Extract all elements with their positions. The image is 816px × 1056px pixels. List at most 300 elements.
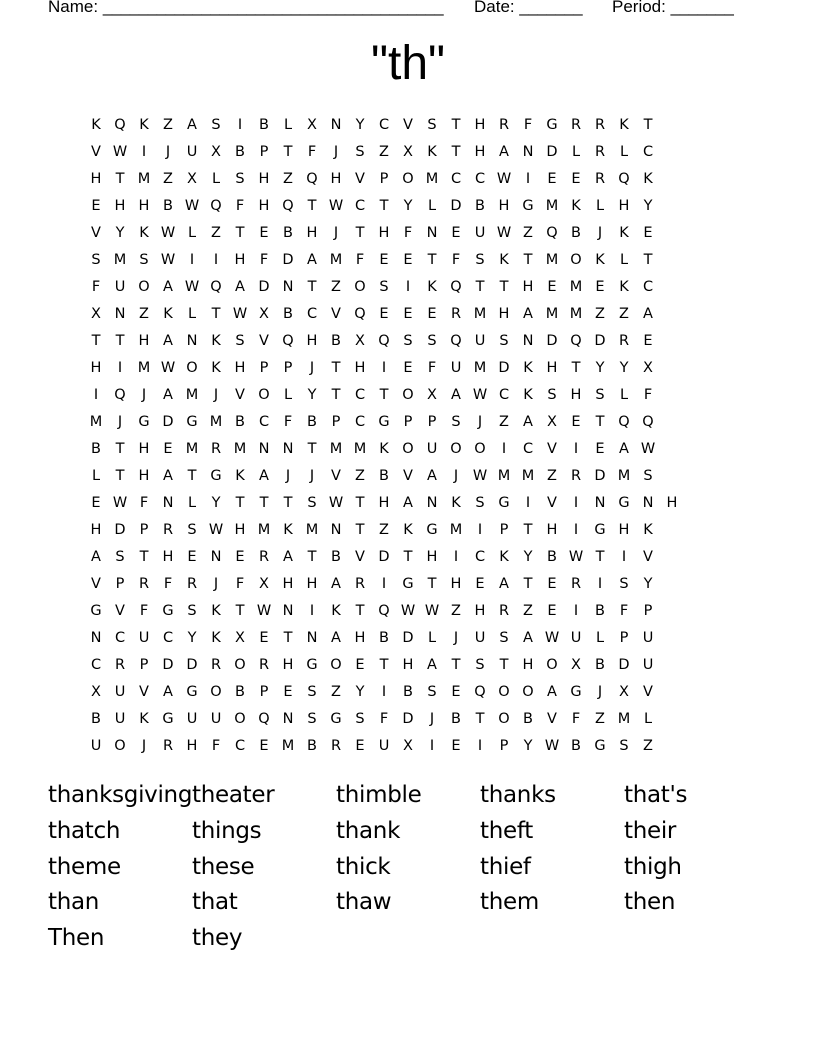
grid-cell[interactable]: M	[137, 360, 151, 376]
grid-cell[interactable]: K	[499, 549, 509, 565]
grid-cell[interactable]: S	[187, 603, 197, 619]
grid-cell[interactable]: T	[379, 387, 389, 403]
grid-cell[interactable]: Y	[355, 117, 365, 133]
grid-cell[interactable]: T	[355, 225, 365, 241]
grid-cell[interactable]: V	[355, 171, 365, 187]
grid-cell[interactable]: M	[137, 171, 151, 187]
grid-cell[interactable]: S	[235, 333, 245, 349]
grid-cell[interactable]: T	[331, 360, 341, 376]
grid-cell[interactable]: C	[306, 306, 318, 322]
grid-cell[interactable]: J	[453, 630, 459, 646]
grid-cell[interactable]: D	[594, 333, 606, 349]
grid-cell[interactable]: T	[499, 279, 509, 295]
grid-cell[interactable]: R	[162, 738, 174, 754]
grid-cell[interactable]: F	[571, 711, 581, 727]
grid-cell[interactable]: Q	[474, 684, 486, 700]
grid-cell[interactable]: F	[283, 414, 293, 430]
grid-cell[interactable]: M	[497, 468, 511, 484]
grid-cell[interactable]: T	[643, 252, 653, 268]
grid-cell[interactable]: L	[91, 468, 101, 484]
grid-cell[interactable]: E	[595, 441, 605, 457]
period-field[interactable]	[612, 0, 733, 17]
grid-cell[interactable]: V	[91, 576, 101, 592]
grid-cell[interactable]: H	[474, 144, 486, 160]
grid-cell[interactable]: E	[547, 171, 557, 187]
grid-cell[interactable]: E	[643, 333, 653, 349]
grid-cell[interactable]: Z	[379, 522, 389, 538]
grid-cell[interactable]: E	[379, 252, 389, 268]
grid-cell[interactable]: O	[186, 360, 198, 376]
grid-cell[interactable]: T	[355, 495, 365, 511]
grid-cell[interactable]: N	[306, 630, 318, 646]
grid-cell[interactable]: O	[498, 684, 510, 700]
grid-cell[interactable]: E	[283, 684, 293, 700]
grid-cell[interactable]: L	[283, 387, 293, 403]
grid-cell[interactable]: G	[186, 684, 198, 700]
grid-cell[interactable]: Y	[595, 360, 605, 376]
grid-cell[interactable]: F	[451, 252, 461, 268]
grid-cell[interactable]: S	[427, 684, 437, 700]
grid-cell[interactable]: T	[595, 549, 605, 565]
grid-cell[interactable]: V	[91, 144, 101, 160]
grid-cell[interactable]: B	[379, 630, 389, 646]
grid-cell[interactable]: J	[141, 387, 147, 403]
grid-cell[interactable]: H	[378, 495, 390, 511]
grid-cell[interactable]: R	[594, 144, 606, 160]
grid-cell[interactable]: F	[139, 603, 149, 619]
grid-cell[interactable]: P	[643, 603, 653, 619]
grid-cell[interactable]: S	[139, 252, 149, 268]
grid-cell[interactable]: E	[643, 225, 653, 241]
grid-cell[interactable]: W	[328, 198, 344, 214]
grid-cell[interactable]: Q	[306, 171, 318, 187]
grid-cell[interactable]: A	[451, 387, 461, 403]
grid-cell[interactable]: A	[331, 576, 341, 592]
grid-cell[interactable]: O	[498, 711, 510, 727]
grid-cell[interactable]: M	[545, 198, 559, 214]
grid-cell[interactable]: K	[91, 117, 101, 133]
grid-cell[interactable]: T	[307, 441, 317, 457]
grid-cell[interactable]: R	[330, 738, 342, 754]
grid-cell[interactable]: S	[379, 279, 389, 295]
grid-cell[interactable]: K	[499, 252, 509, 268]
grid-cell[interactable]: N	[426, 225, 438, 241]
grid-cell[interactable]: U	[114, 279, 126, 295]
grid-cell[interactable]: L	[427, 198, 437, 214]
grid-cell[interactable]: H	[666, 495, 678, 511]
grid-cell[interactable]: R	[210, 441, 222, 457]
grid-cell[interactable]: Y	[619, 360, 629, 376]
grid-cell[interactable]: O	[402, 441, 414, 457]
grid-cell[interactable]: S	[499, 333, 509, 349]
grid-cell[interactable]: B	[547, 549, 557, 565]
grid-cell[interactable]: M	[329, 441, 343, 457]
date-field[interactable]	[474, 0, 582, 17]
grid-cell[interactable]: Z	[595, 711, 605, 727]
grid-cell[interactable]: N	[282, 279, 294, 295]
grid-cell[interactable]: T	[355, 522, 365, 538]
grid-cell[interactable]: C	[354, 198, 366, 214]
grid-cell[interactable]: O	[402, 387, 414, 403]
grid-cell[interactable]: I	[405, 279, 411, 295]
grid-cell[interactable]: D	[594, 468, 606, 484]
grid-cell[interactable]: Z	[595, 306, 605, 322]
grid-cell[interactable]: F	[355, 252, 365, 268]
grid-cell[interactable]: S	[451, 414, 461, 430]
grid-cell[interactable]: F	[235, 576, 245, 592]
grid-cell[interactable]: W	[640, 441, 656, 457]
period-blank[interactable]: _______	[670, 0, 734, 16]
grid-cell[interactable]: R	[570, 117, 582, 133]
grid-cell[interactable]: T	[211, 306, 221, 322]
grid-cell[interactable]: H	[90, 360, 102, 376]
grid-cell[interactable]: O	[234, 711, 246, 727]
grid-cell[interactable]: A	[163, 333, 173, 349]
grid-cell[interactable]: T	[115, 441, 125, 457]
grid-cell[interactable]: K	[619, 279, 629, 295]
grid-cell[interactable]: F	[211, 738, 221, 754]
grid-cell[interactable]: U	[90, 738, 102, 754]
grid-cell[interactable]: M	[521, 468, 535, 484]
grid-cell[interactable]: A	[499, 576, 509, 592]
grid-cell[interactable]: L	[619, 252, 629, 268]
grid-cell[interactable]: M	[113, 252, 127, 268]
grid-cell[interactable]: M	[353, 441, 367, 457]
grid-cell[interactable]: L	[595, 630, 605, 646]
grid-cell[interactable]: A	[187, 117, 197, 133]
grid-cell[interactable]: G	[618, 495, 630, 511]
grid-cell[interactable]: J	[309, 360, 315, 376]
grid-cell[interactable]: J	[597, 225, 603, 241]
grid-cell[interactable]: V	[403, 468, 413, 484]
grid-cell[interactable]: J	[597, 684, 603, 700]
grid-cell[interactable]: B	[571, 738, 581, 754]
grid-cell[interactable]: K	[331, 603, 341, 619]
grid-cell[interactable]: Z	[331, 279, 341, 295]
grid-cell[interactable]: C	[162, 630, 174, 646]
grid-cell[interactable]: Q	[642, 414, 654, 430]
grid-cell[interactable]: T	[475, 711, 485, 727]
grid-cell[interactable]: N	[282, 441, 294, 457]
grid-cell[interactable]: G	[498, 495, 510, 511]
grid-cell[interactable]: Y	[523, 549, 533, 565]
grid-cell[interactable]: M	[257, 522, 271, 538]
grid-cell[interactable]: M	[545, 252, 559, 268]
grid-cell[interactable]: Z	[499, 414, 509, 430]
grid-cell[interactable]: E	[595, 279, 605, 295]
grid-cell[interactable]: I	[525, 171, 531, 187]
grid-cell[interactable]: Q	[378, 603, 390, 619]
grid-cell[interactable]: C	[378, 117, 390, 133]
grid-cell[interactable]: N	[90, 630, 102, 646]
grid-cell[interactable]: A	[163, 684, 173, 700]
grid-cell[interactable]: H	[570, 387, 582, 403]
grid-cell[interactable]: H	[426, 549, 438, 565]
grid-cell[interactable]: F	[619, 603, 629, 619]
grid-cell[interactable]: Q	[210, 198, 222, 214]
grid-cell[interactable]: P	[259, 144, 269, 160]
grid-cell[interactable]: D	[258, 279, 270, 295]
grid-cell[interactable]: R	[570, 468, 582, 484]
grid-cell[interactable]: P	[139, 657, 149, 673]
grid-cell[interactable]: D	[450, 198, 462, 214]
grid-cell[interactable]: U	[114, 684, 126, 700]
grid-cell[interactable]: D	[186, 657, 198, 673]
grid-cell[interactable]: Q	[114, 117, 126, 133]
grid-cell[interactable]: U	[138, 630, 150, 646]
grid-cell[interactable]: D	[402, 711, 414, 727]
grid-cell[interactable]: L	[211, 171, 221, 187]
grid-cell[interactable]: V	[139, 684, 149, 700]
grid-cell[interactable]: A	[331, 630, 341, 646]
grid-cell[interactable]: A	[427, 657, 437, 673]
grid-cell[interactable]: H	[234, 522, 246, 538]
grid-cell[interactable]: T	[571, 360, 581, 376]
grid-cell[interactable]: B	[523, 711, 533, 727]
grid-cell[interactable]: K	[163, 306, 173, 322]
grid-cell[interactable]: H	[306, 225, 318, 241]
grid-cell[interactable]: T	[187, 468, 197, 484]
grid-cell[interactable]: T	[379, 657, 389, 673]
grid-cell[interactable]: S	[355, 144, 365, 160]
grid-cell[interactable]: H	[522, 657, 534, 673]
grid-cell[interactable]: Y	[115, 225, 125, 241]
grid-cell[interactable]: M	[473, 360, 487, 376]
grid-cell[interactable]: B	[91, 441, 101, 457]
grid-cell[interactable]: A	[499, 144, 509, 160]
grid-cell[interactable]: K	[427, 279, 437, 295]
grid-cell[interactable]: I	[429, 738, 435, 754]
grid-cell[interactable]: N	[258, 441, 270, 457]
grid-cell[interactable]: S	[355, 711, 365, 727]
grid-cell[interactable]: O	[570, 252, 582, 268]
grid-cell[interactable]: L	[187, 225, 197, 241]
grid-cell[interactable]: N	[282, 711, 294, 727]
grid-cell[interactable]: H	[162, 549, 174, 565]
grid-cell[interactable]: J	[165, 144, 171, 160]
grid-cell[interactable]: T	[355, 603, 365, 619]
grid-cell[interactable]: H	[186, 738, 198, 754]
grid-cell[interactable]: N	[186, 333, 198, 349]
grid-cell[interactable]: O	[450, 441, 462, 457]
grid-cell[interactable]: R	[162, 522, 174, 538]
grid-cell[interactable]: H	[138, 468, 150, 484]
grid-cell[interactable]: X	[91, 684, 101, 700]
grid-cell[interactable]: K	[571, 198, 581, 214]
grid-cell[interactable]: O	[402, 171, 414, 187]
grid-cell[interactable]: T	[307, 549, 317, 565]
grid-cell[interactable]: X	[547, 414, 557, 430]
grid-cell[interactable]: H	[138, 333, 150, 349]
grid-cell[interactable]: T	[523, 522, 533, 538]
grid-cell[interactable]: A	[163, 468, 173, 484]
grid-cell[interactable]: B	[163, 198, 173, 214]
grid-cell[interactable]: H	[618, 198, 630, 214]
grid-cell[interactable]: P	[283, 360, 293, 376]
grid-cell[interactable]: I	[141, 144, 147, 160]
grid-cell[interactable]: L	[187, 306, 197, 322]
grid-cell[interactable]: S	[547, 387, 557, 403]
grid-cell[interactable]: Z	[283, 171, 293, 187]
grid-cell[interactable]: R	[618, 333, 630, 349]
grid-cell[interactable]: K	[619, 117, 629, 133]
grid-cell[interactable]: Y	[403, 198, 413, 214]
grid-cell[interactable]: K	[643, 522, 653, 538]
grid-cell[interactable]: H	[282, 576, 294, 592]
grid-cell[interactable]: S	[595, 387, 605, 403]
grid-cell[interactable]: V	[403, 117, 413, 133]
grid-cell[interactable]: F	[427, 360, 437, 376]
grid-cell[interactable]: V	[259, 333, 269, 349]
grid-cell[interactable]: E	[571, 414, 581, 430]
grid-cell[interactable]: C	[354, 387, 366, 403]
grid-cell[interactable]: T	[115, 333, 125, 349]
grid-cell[interactable]: E	[451, 738, 461, 754]
grid-cell[interactable]: J	[333, 225, 339, 241]
grid-cell[interactable]: H	[354, 630, 366, 646]
grid-cell[interactable]: K	[211, 333, 221, 349]
grid-cell[interactable]: U	[642, 657, 654, 673]
grid-cell[interactable]: O	[474, 441, 486, 457]
grid-cell[interactable]: J	[117, 414, 123, 430]
grid-cell[interactable]: O	[330, 657, 342, 673]
grid-cell[interactable]: P	[499, 522, 509, 538]
grid-cell[interactable]: F	[307, 144, 317, 160]
grid-cell[interactable]: S	[403, 333, 413, 349]
grid-cell[interactable]: T	[427, 252, 437, 268]
grid-cell[interactable]: S	[187, 522, 197, 538]
grid-cell[interactable]: J	[213, 387, 219, 403]
grid-cell[interactable]: B	[307, 738, 317, 754]
grid-cell[interactable]: G	[570, 684, 582, 700]
grid-cell[interactable]: W	[544, 738, 560, 754]
grid-cell[interactable]: M	[185, 387, 199, 403]
grid-cell[interactable]: G	[210, 468, 222, 484]
grid-cell[interactable]: U	[570, 630, 582, 646]
grid-cell[interactable]: S	[235, 171, 245, 187]
grid-cell[interactable]: S	[619, 738, 629, 754]
grid-cell[interactable]: Q	[282, 198, 294, 214]
grid-cell[interactable]: P	[139, 522, 149, 538]
grid-cell[interactable]: G	[306, 657, 318, 673]
grid-cell[interactable]: W	[400, 603, 416, 619]
grid-cell[interactable]: F	[403, 225, 413, 241]
grid-cell[interactable]: E	[91, 198, 101, 214]
grid-cell[interactable]: N	[594, 495, 606, 511]
grid-cell[interactable]: W	[544, 630, 560, 646]
grid-cell[interactable]: E	[571, 171, 581, 187]
grid-cell[interactable]: C	[642, 144, 654, 160]
grid-cell[interactable]: Q	[546, 225, 558, 241]
grid-cell[interactable]: G	[162, 603, 174, 619]
grid-cell[interactable]: E	[187, 549, 197, 565]
grid-cell[interactable]: S	[115, 549, 125, 565]
grid-cell[interactable]: G	[90, 603, 102, 619]
grid-cell[interactable]: T	[475, 279, 485, 295]
grid-cell[interactable]: E	[427, 306, 437, 322]
grid-cell[interactable]: R	[114, 657, 126, 673]
grid-cell[interactable]: T	[307, 198, 317, 214]
grid-cell[interactable]: A	[91, 549, 101, 565]
grid-cell[interactable]: D	[618, 657, 630, 673]
grid-cell[interactable]: K	[139, 711, 149, 727]
grid-cell[interactable]: Y	[307, 387, 317, 403]
grid-cell[interactable]: L	[187, 495, 197, 511]
grid-cell[interactable]: M	[617, 711, 631, 727]
grid-cell[interactable]: E	[475, 576, 485, 592]
grid-cell[interactable]: E	[403, 306, 413, 322]
grid-cell[interactable]: T	[283, 630, 293, 646]
grid-cell[interactable]: M	[281, 738, 295, 754]
grid-cell[interactable]: L	[643, 711, 653, 727]
grid-cell[interactable]: Y	[643, 198, 653, 214]
grid-cell[interactable]: M	[425, 171, 439, 187]
grid-cell[interactable]: S	[499, 630, 509, 646]
grid-cell[interactable]: Q	[258, 711, 270, 727]
grid-cell[interactable]: B	[595, 657, 605, 673]
grid-cell[interactable]: M	[233, 441, 247, 457]
grid-cell[interactable]: F	[643, 387, 653, 403]
grid-cell[interactable]: A	[643, 306, 653, 322]
grid-cell[interactable]: B	[91, 711, 101, 727]
grid-cell[interactable]: Z	[379, 144, 389, 160]
grid-cell[interactable]: S	[475, 657, 485, 673]
grid-cell[interactable]: I	[621, 549, 627, 565]
grid-cell[interactable]: N	[522, 333, 534, 349]
grid-cell[interactable]: R	[210, 657, 222, 673]
grid-cell[interactable]: T	[451, 657, 461, 673]
grid-cell[interactable]: Z	[547, 468, 557, 484]
name-field[interactable]	[48, 0, 443, 17]
grid-cell[interactable]: V	[643, 684, 653, 700]
grid-cell[interactable]: K	[523, 387, 533, 403]
grid-cell[interactable]: Q	[282, 333, 294, 349]
grid-cell[interactable]: H	[378, 225, 390, 241]
grid-cell[interactable]: R	[450, 306, 462, 322]
grid-cell[interactable]: T	[451, 144, 461, 160]
grid-cell[interactable]: C	[258, 414, 270, 430]
grid-cell[interactable]: T	[115, 171, 125, 187]
grid-cell[interactable]: X	[307, 117, 317, 133]
grid-cell[interactable]: P	[499, 738, 509, 754]
grid-cell[interactable]: K	[619, 225, 629, 241]
grid-cell[interactable]: X	[211, 144, 221, 160]
grid-cell[interactable]: W	[496, 171, 512, 187]
grid-cell[interactable]: I	[381, 576, 387, 592]
grid-cell[interactable]: T	[451, 117, 461, 133]
grid-cell[interactable]: W	[328, 495, 344, 511]
grid-cell[interactable]: T	[595, 414, 605, 430]
grid-cell[interactable]: C	[474, 549, 486, 565]
grid-cell[interactable]: J	[333, 144, 339, 160]
grid-cell[interactable]: T	[379, 198, 389, 214]
grid-cell[interactable]: W	[184, 198, 200, 214]
grid-cell[interactable]: B	[331, 549, 341, 565]
grid-cell[interactable]: L	[427, 630, 437, 646]
grid-cell[interactable]: T	[499, 657, 509, 673]
grid-cell[interactable]: G	[378, 414, 390, 430]
grid-cell[interactable]: W	[112, 495, 128, 511]
grid-cell[interactable]: G	[402, 576, 414, 592]
grid-cell[interactable]: K	[427, 144, 437, 160]
grid-cell[interactable]: Z	[523, 603, 533, 619]
grid-cell[interactable]: K	[211, 603, 221, 619]
grid-cell[interactable]: F	[235, 198, 245, 214]
grid-cell[interactable]: H	[306, 333, 318, 349]
grid-cell[interactable]: A	[523, 414, 533, 430]
grid-cell[interactable]: C	[642, 279, 654, 295]
grid-cell[interactable]: Y	[211, 495, 221, 511]
